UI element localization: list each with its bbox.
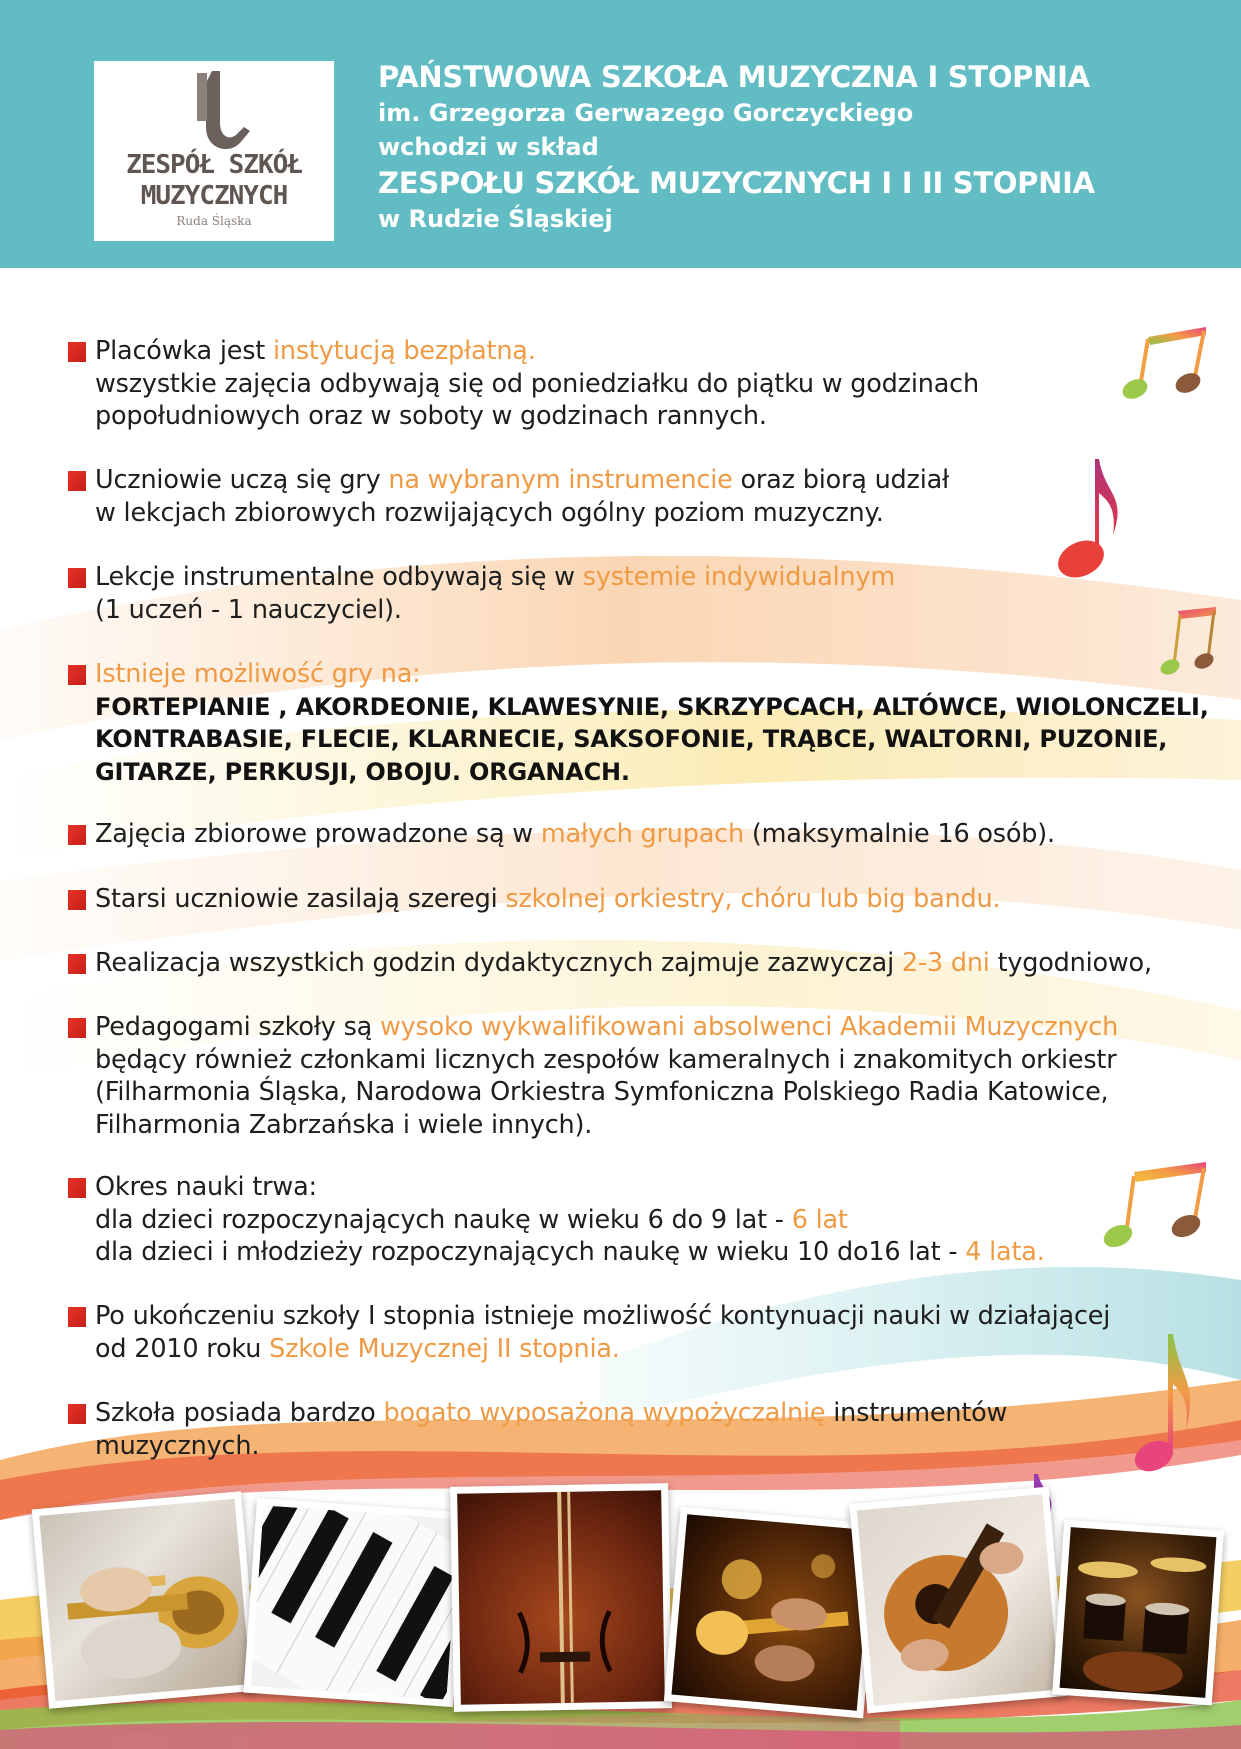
- bullet-icon: [68, 342, 86, 362]
- list-item: Lekcje instrumentalne odbywają się w systemie indywidualnym (1 uczeń - 1 nauczyciel).: [95, 562, 896, 625]
- music-note-icon: [1120, 325, 1210, 405]
- bullet-icon: [68, 1307, 86, 1327]
- list-item: Uczniowie uczą się gry na wybranym instrumencie oraz biorą udział w lekcjach zbiorowych rozwijających ogólny poziom muzyczny.: [95, 465, 950, 528]
- header-city: w Rudzie Śląskiej: [378, 205, 613, 233]
- header-school-name: PAŃSTWOWA SZKOŁA MUZYCZNA I STOPNIA: [378, 60, 1090, 94]
- bullet-icon: [68, 1018, 86, 1038]
- list-item: Placówka jest instytucją bezpłatną. wszystkie zajęcia odbywają się od poniedziałku do piątku w godzinach popołudniowych oraz w soboty w godzinach rannych.: [95, 336, 979, 431]
- music-note-icon: [1100, 1160, 1210, 1250]
- logo-city: Ruda Śląska: [176, 214, 252, 228]
- list-item: Pedagogami szkoły są wysoko wykwalifikowani absolwenci Akademii Muzycznych będący również członkami licznych zespołów kameralnych i znakomitych orkiestr (Filharmonia Śląska, Narodowa Orkiestra Symfoniczna Polskiego Radia Katowice, Filharmonia Zabrzańska i wiele innych).: [95, 1012, 1119, 1140]
- list-item: Starsi uczniowie zasilają szeregi szkolnej orkiestry, chóru lub big bandu.: [95, 884, 1001, 914]
- trumpet-player-photo: [664, 1507, 880, 1719]
- bullet-icon: [68, 1404, 86, 1424]
- trumpet-photo: [32, 1491, 259, 1709]
- bullet-icon: [68, 1178, 86, 1198]
- music-note-icon: [1055, 455, 1125, 595]
- bullet-icon: [68, 665, 86, 685]
- logo-badge: ZSM: [181, 89, 195, 119]
- header-complex-name: ZESPOŁU SZKÓŁ MUZYCZNYCH I I II STOPNIA: [378, 166, 1095, 200]
- logo-name-line1: ZESPÓŁ SZKÓŁ: [126, 150, 302, 180]
- bullet-icon: [68, 890, 86, 910]
- list-item: Realizacja wszystkich godzin dydaktycznych zajmuje zazwyczaj 2-3 dni tygodniowo,: [95, 948, 1152, 978]
- list-item: Po ukończeniu szkoły I stopnia istnieje możliwość kontynuacji nauki w działającej od 2010 roku Szkole Muzycznej II stopnia.: [95, 1301, 1111, 1364]
- list-item: Zajęcia zbiorowe prowadzone są w małych grupach (maksymalnie 16 osób).: [95, 819, 1055, 849]
- music-note-icon: [1160, 605, 1220, 685]
- header-membership: wchodzi w skład: [378, 133, 599, 161]
- list-item: Okres nauki trwa: dla dzieci rozpoczynających naukę w wieku 6 do 9 lat - 6 lat dla dzieci i młodzieży rozpoczynających naukę w wieku 10 do16 lat - 4 lata.: [95, 1172, 1045, 1267]
- guitar-photo: [849, 1487, 1067, 1714]
- music-note-icon: [1128, 1330, 1198, 1490]
- cello-photo: [450, 1483, 672, 1712]
- piano-keys-photo: [243, 1498, 466, 1707]
- list-item: Szkoła posiada bardzo bogato wyposażoną wypożyczalnię instrumentów muzycznych.: [95, 1398, 1008, 1461]
- logo-name-line2: MUZYCZNYCH: [140, 181, 288, 211]
- bullet-icon: [68, 568, 86, 588]
- bullet-icon: [68, 825, 86, 845]
- drum-kit-photo: [1052, 1520, 1224, 1706]
- list-item: Istnieje możliwość gry na: FORTEPIANIE , AKORDEONIE, KLAWESYNIE, SKRZYPCACH, ALTÓWCE, WIOLONCZELI, KONTRABASIE, FLECIE, KLARNECIE, SAKSOFONIE, TRĄBCE, WALTORNI, PUZONIE, GITARZE, PERKUSJI, OBOJU. ORGANACH.: [95, 659, 1209, 786]
- bullet-icon: [68, 954, 86, 974]
- bullet-icon: [68, 471, 86, 491]
- header-patron: im. Grzegorza Gerwazego Gorczyckiego: [378, 99, 914, 127]
